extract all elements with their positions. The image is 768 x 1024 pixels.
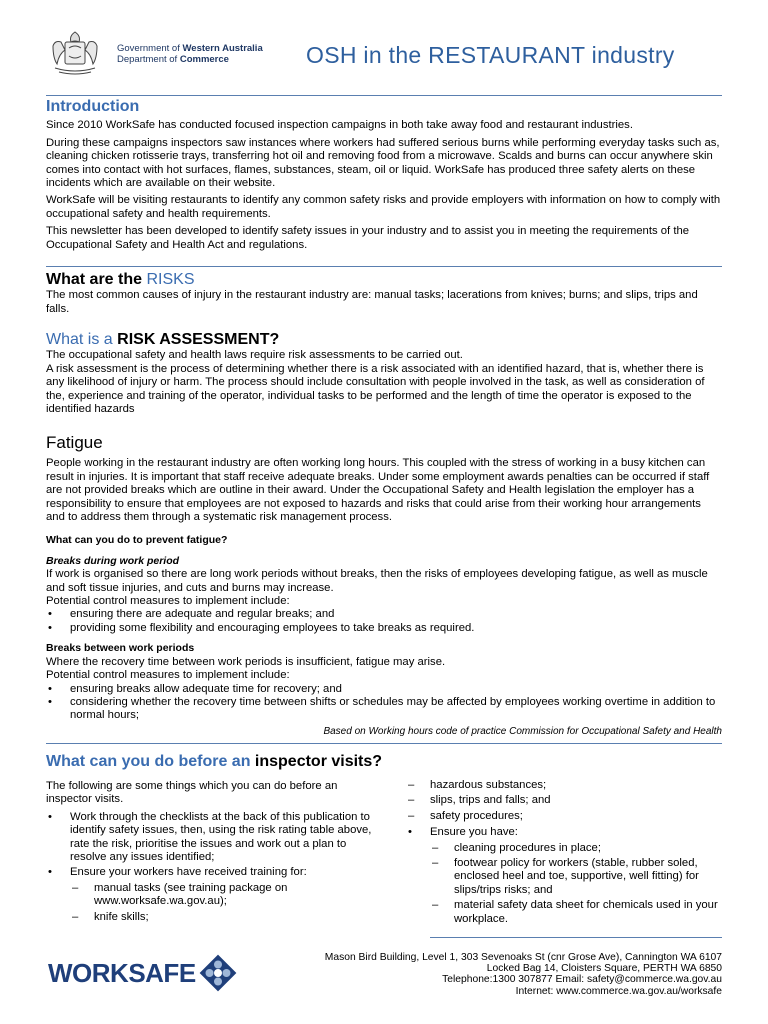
introduction-section — [46, 100, 722, 252]
wa-coat-of-arms-logo — [45, 26, 105, 80]
list-item: – cleaning procedures in place; — [430, 842, 722, 855]
footer-divider — [430, 937, 722, 938]
assessment-paragraph: The occupational safety and health laws require risk assessments to be carried out. — [46, 349, 463, 362]
intro-paragraph: Since 2010 WorkSafe has conducted focused inspection campaigns in both take away food and restaurant industries. — [46, 119, 633, 132]
list-item: – safety procedures; — [406, 810, 722, 823]
list-item: – manual tasks (see training package on www.worksafe.wa.gov.au); — [70, 882, 376, 909]
training-list — [70, 882, 376, 924]
risks-section — [46, 273, 722, 316]
contact-line: Telephone:1300 307877 Email: safety@commerce.wa.gov.au — [442, 974, 722, 986]
footer-address — [325, 952, 722, 997]
assessment-paragraph: A risk assessment is the process of determining whether there is a risk associated with an identified hazard, that is, whether there is any likelihood of injury or harm. The process should include consultation with people involved in the task, as well as consideration of the, experience and training of the operator, individual tasks to be performed and the length of time the operator is exposed to the identified hazards — [46, 362, 705, 416]
website-line: Internet: www.commerce.wa.gov.au/worksafe — [515, 985, 722, 997]
intro-paragraph: This newsletter has been developed to identify safety issues in your industry and to assist you in meeting the requirements of the Occupational Safety and Health Act and regulations. — [46, 225, 690, 251]
have-list — [430, 842, 722, 926]
list-item: – knife skills; — [70, 911, 376, 924]
list-item: – hazardous substances; — [406, 779, 722, 792]
risks-heading: What are the RISKS — [46, 271, 195, 288]
list-item: • considering whether the recovery time between shifts or schedules may be affected by employees working overtime in addition to normal hours; — [46, 696, 722, 723]
inspector-list — [46, 811, 376, 924]
breaks-between-text: Where the recovery time between work periods is insufficient, fatigue may arise. — [46, 655, 446, 668]
risk-assessment-heading: What is a RISK ASSESSMENT? — [46, 331, 280, 348]
list-item: • ensuring there are adequate and regular breaks; and — [46, 608, 722, 621]
breaks-between-measures: Potential control measures to implement include: — [46, 669, 290, 682]
introduction-heading: Introduction — [46, 98, 140, 115]
address-line: Mason Bird Building, Level 1, 303 Sevenoaks St (cnr Grose Ave), Cannington WA 6107 — [324, 952, 722, 963]
list-item: – slips, trips and falls; and — [406, 794, 722, 807]
prevent-fatigue-heading: What can you do to prevent fatigue? — [46, 534, 228, 547]
breaks-during-text: If work is organised so there are long work periods without breaks, then the risks of employees developing fatigue, as well as muscle and soft tissue injuries, and cuts and burns may increase. — [46, 568, 708, 594]
risks-text: The most common causes of injury in the restaurant industry are: manual tasks; lacerations from knives; burns; and slips, trips and falls. — [46, 289, 698, 315]
list-item: • ensuring breaks allow adequate time for recovery; and — [46, 683, 722, 696]
list-item: • Work through the checklists at the back of this publication to identify safety issues, then, using the risk rating table above, rate the risk, prioritise the issues and work out a plan to resolve any issues identified; — [46, 811, 376, 865]
fatigue-paragraph: People working in the restaurant industry are often working long hours. This coupled with the stress of working in a busy kitchen can result in injuries. It is important that staff receive adequate breaks. Under some employment awards penalties can be occurred if staff are not provided breaks which are outline in their award. Under the Occupational Safety and Health legislation the employer has a responsibility to ensure that employees are not exposed to hazards and risks that could arise from their working hour arrangements and to address them through a systematic risk management process. — [46, 457, 710, 524]
intro-paragraph: WorkSafe will be visiting restaurants to identify any common safety risks and provide employers with information on how to comply with occupational safety and health requirements. — [46, 194, 721, 220]
worksafe-logo-text: WORKSAFE — [48, 957, 196, 988]
fatigue-heading: Fatigue — [46, 433, 103, 452]
page-title: OSH in the RESTAURANT industry — [306, 42, 675, 68]
government-name: Government of Western Australia Department of Commerce — [117, 43, 263, 65]
worksafe-logo — [48, 953, 238, 993]
training-list-continued — [406, 779, 722, 823]
breaks-between-heading: Breaks between work periods — [46, 642, 195, 655]
section-divider — [46, 743, 722, 744]
source-note: Based on Working hours code of practice Commission for Occupational Safety and Health — [323, 725, 722, 737]
section-divider — [46, 266, 722, 267]
list-item: – footwear policy for workers (stable, rubber soled, enclosed heel and toe, supportive, well fitting) for slips/trips risks; and — [430, 857, 722, 897]
ensure-have-list — [406, 826, 722, 926]
breaks-during-heading: Breaks during work period — [46, 554, 180, 567]
intro-paragraph: During these campaigns inspectors saw instances where workers had suffered serious burns while performing everyday tasks such as, cleaning chicken rotisserie trays, transferring hot oil and removing food from a microwave. Scalds and burns can occur anywhere skin comes into contact with hot surfaces, flames, substances, steam, oil or liquid. WorkSafe has produced three safety alerts on these incidents which are available on their website. — [46, 136, 720, 190]
breaks-between-list — [46, 683, 722, 723]
header-divider — [46, 95, 722, 96]
list-item: • Ensure you have: – cleaning procedures in place; – footwear policy for workers (stable, rubber soled, enclosed heel and toe, supportive, well fitting) for slips/trips risks; and – material safety data sheet for chemicals used in your workplace. — [406, 826, 722, 926]
list-item: • Ensure your workers have received training for: – manual tasks (see training package on www.worksafe.wa.gov.au); – knife skills; — [46, 866, 376, 924]
list-item: • providing some flexibility and encouraging employees to take breaks as required. — [46, 622, 722, 635]
risk-assessment-section — [46, 333, 722, 416]
inspector-left-column — [46, 780, 376, 924]
list-item: – material safety data sheet for chemicals used in your workplace. — [430, 899, 722, 926]
inspector-heading: What can you do before an inspector visits? — [46, 753, 383, 770]
breaks-during-list — [46, 608, 722, 635]
breaks-during-measures: Potential control measures to implement include: — [46, 595, 290, 608]
fatigue-section — [46, 433, 722, 738]
worksafe-diamond-icon — [198, 953, 238, 993]
inspector-right-column — [406, 779, 722, 926]
inspector-intro: The following are some things which you can do before an inspector visits. — [46, 780, 338, 806]
address-line: Locked Bag 14, Cloisters Square, PERTH WA 6850 — [486, 963, 722, 975]
